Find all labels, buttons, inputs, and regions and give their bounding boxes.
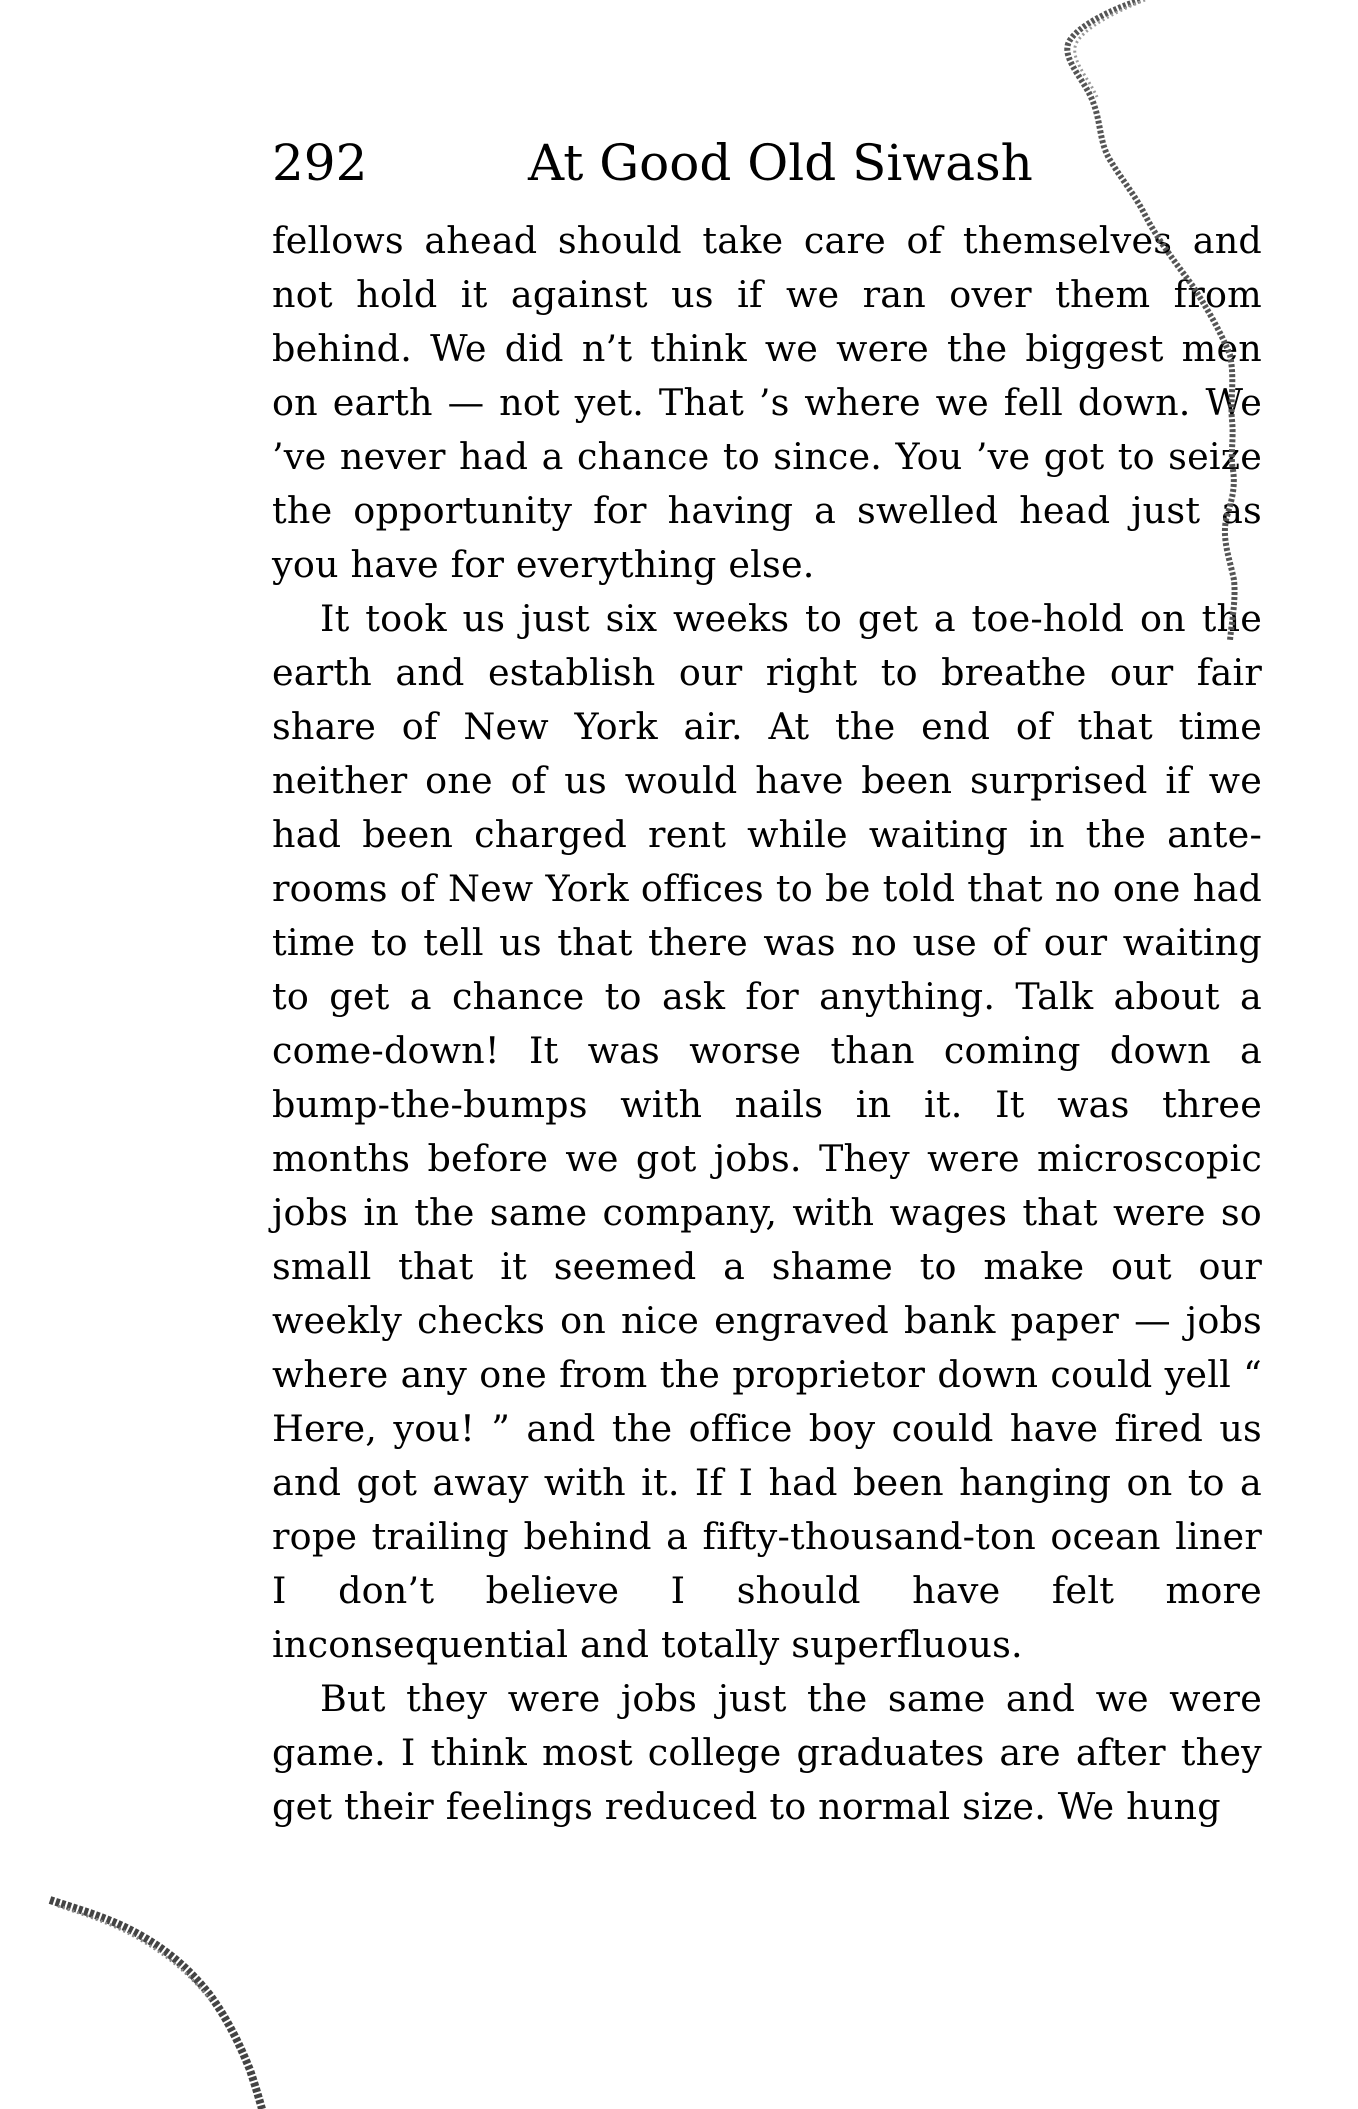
page-number: 292 (272, 134, 368, 192)
paragraph-3: But they were jobs just the same and we were game. I think most college graduates are after they get their feelings reduced to normal size. We hung (272, 1677, 1262, 1828)
paragraph-2: It took us just six weeks to get a toe-hold on the earth and establish our right to breathe our fair share of New York air. At the end of that time neither one of us would have been surprised if we had been charged rent while waiting in the ante-rooms of New York offices to be told that no one had time to tell us that there was no use of our waiting to get a chance to ask for anything. Talk about a come-down! It was worse than coming down a bump-the-bumps with nails in it. It was three months before we got jobs. They were microscopic jobs in the same company, with wages that were so small that it seemed a shame to make out our weekly checks on nice engraved bank paper — jobs where any one from the proprietor down could yell “ Here, you! ” and the office boy could have fired us and got away with it. If I had been hanging on to a rope trailing behind a fifty-thousand-ton ocean liner I don’t believe I should have felt more inconsequential and totally superfluous. (272, 597, 1262, 1666)
torn-edge-top-right (930, 0, 1290, 640)
paragraph-1: fellows ahead should take care of themselves and not hold it against us if we ran over them from behind. We did n’t think we were the biggest men on earth — not yet. That ’s where we fell down. We ’ve never had a chance to since. You ’ve got to seize the opportunity for having a swelled head just as you have for everything else. (272, 219, 1262, 586)
torn-edge-bottom-left (40, 1880, 300, 2109)
running-title: At Good Old Siwash (528, 134, 1033, 192)
